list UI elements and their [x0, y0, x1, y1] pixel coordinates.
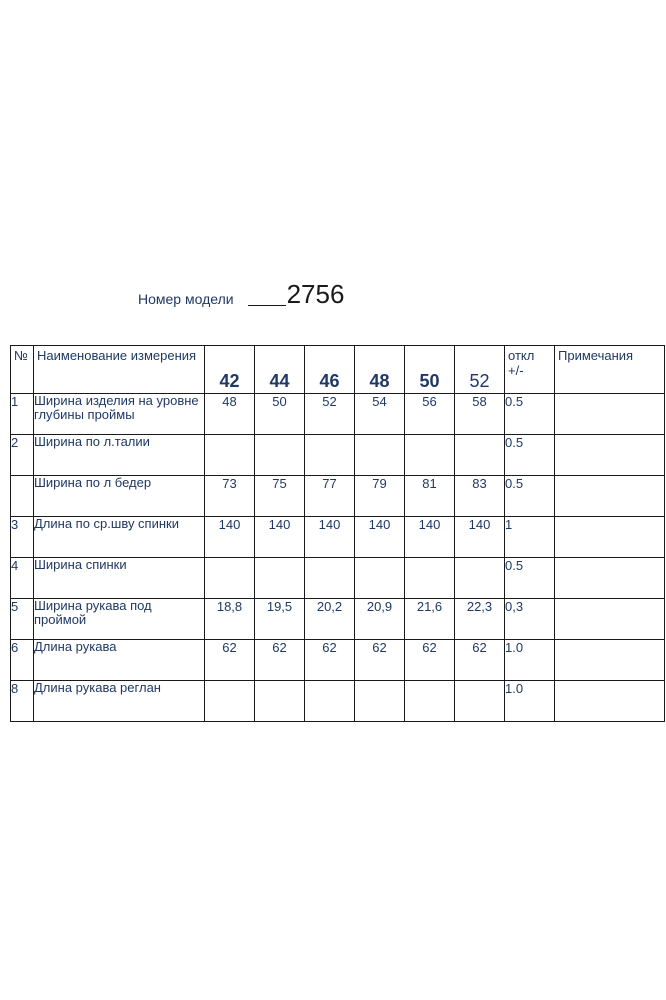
- measurement-name: Ширина по л бедер: [34, 476, 205, 517]
- table-row: [11, 476, 665, 517]
- row-number: [11, 476, 34, 517]
- measurement-value-size-48: [355, 435, 405, 476]
- measurement-name: Ширина изделия на уровне глубины проймы: [34, 394, 205, 435]
- measurement-value-size-50: 81: [405, 476, 455, 517]
- table-row: [11, 517, 665, 558]
- header-name: Наименование измерения: [34, 346, 205, 394]
- measurement-name: Ширина рукава под проймой: [34, 599, 205, 640]
- measurement-value-size-50: 21,6: [405, 599, 455, 640]
- measurement-value-size-42: 140: [205, 517, 255, 558]
- table-row: [11, 435, 665, 476]
- measurement-value-size-42: 62: [205, 640, 255, 681]
- model-number-label: Номер модели: [138, 291, 234, 307]
- tolerance-value: 0.5: [505, 558, 555, 599]
- measurement-value-size-42: [205, 558, 255, 599]
- model-number-underline: [248, 305, 286, 306]
- measurement-value-size-42: 73: [205, 476, 255, 517]
- note-cell: [555, 640, 665, 681]
- tolerance-value: 0,3: [505, 599, 555, 640]
- measurement-value-size-48: 62: [355, 640, 405, 681]
- row-number: 5: [11, 599, 34, 640]
- measurement-value-size-48: 140: [355, 517, 405, 558]
- measurement-value-size-44: [255, 681, 305, 722]
- header-size-50: 50: [405, 346, 455, 394]
- note-cell: [555, 394, 665, 435]
- measurement-value-size-44: 50: [255, 394, 305, 435]
- measurement-value-size-52: 83: [455, 476, 505, 517]
- table-row: [11, 599, 665, 640]
- measurement-value-size-52: 62: [455, 640, 505, 681]
- measurement-value-size-46: 20,2: [305, 599, 355, 640]
- model-number-value: 2756: [286, 279, 345, 309]
- measurement-value-size-46: 77: [305, 476, 355, 517]
- table-row: [11, 681, 665, 722]
- measurement-value-size-44: 140: [255, 517, 305, 558]
- header-size-44: 44: [255, 346, 305, 394]
- measurement-name: Длина рукава: [34, 640, 205, 681]
- tolerance-value: 0.5: [505, 394, 555, 435]
- row-number: 6: [11, 640, 34, 681]
- measurement-name: Длина по ср.шву спинки: [34, 517, 205, 558]
- header-no: №: [11, 346, 34, 394]
- measurement-value-size-42: [205, 435, 255, 476]
- tolerance-value: 1.0: [505, 681, 555, 722]
- note-cell: [555, 681, 665, 722]
- measurement-value-size-48: 20,9: [355, 599, 405, 640]
- measurement-name: Ширина спинки: [34, 558, 205, 599]
- header-size-46: 46: [305, 346, 355, 394]
- note-cell: [555, 599, 665, 640]
- row-number: 3: [11, 517, 34, 558]
- measurement-value-size-46: 62: [305, 640, 355, 681]
- header-notes: Примечания: [555, 346, 665, 394]
- measurement-value-size-48: [355, 558, 405, 599]
- header-size-48: 48: [355, 346, 405, 394]
- measurement-name: Ширина по л.талии: [34, 435, 205, 476]
- measurement-value-size-46: 140: [305, 517, 355, 558]
- measurement-value-size-50: [405, 435, 455, 476]
- measurement-value-size-42: 18,8: [205, 599, 255, 640]
- row-number: 4: [11, 558, 34, 599]
- measurement-value-size-52: [455, 558, 505, 599]
- size-chart-table: [10, 345, 665, 722]
- measurement-value-size-44: 62: [255, 640, 305, 681]
- measurement-value-size-50: 62: [405, 640, 455, 681]
- measurement-value-size-52: [455, 435, 505, 476]
- row-number: 8: [11, 681, 34, 722]
- table-header-row: [11, 346, 665, 394]
- measurement-value-size-44: 75: [255, 476, 305, 517]
- measurement-value-size-50: 140: [405, 517, 455, 558]
- measurement-value-size-48: 79: [355, 476, 405, 517]
- measurement-value-size-44: [255, 558, 305, 599]
- measurement-value-size-46: [305, 558, 355, 599]
- model-number-value-wrap: [248, 279, 345, 310]
- measurement-value-size-46: 52: [305, 394, 355, 435]
- measurement-value-size-44: 19,5: [255, 599, 305, 640]
- table-row: [11, 558, 665, 599]
- table-row: [11, 640, 665, 681]
- header-size-42: 42: [205, 346, 255, 394]
- note-cell: [555, 558, 665, 599]
- note-cell: [555, 517, 665, 558]
- header-size-52: 52: [455, 346, 505, 394]
- header-tolerance: откл +/-: [505, 346, 555, 394]
- model-number-line: [138, 280, 344, 310]
- note-cell: [555, 476, 665, 517]
- measurement-value-size-42: [205, 681, 255, 722]
- tolerance-value: 1.0: [505, 640, 555, 681]
- row-number: 1: [11, 394, 34, 435]
- measurement-value-size-50: [405, 681, 455, 722]
- measurement-value-size-52: [455, 681, 505, 722]
- measurement-value-size-46: [305, 435, 355, 476]
- measurement-value-size-46: [305, 681, 355, 722]
- measurement-value-size-42: 48: [205, 394, 255, 435]
- row-number: 2: [11, 435, 34, 476]
- tolerance-value: 1: [505, 517, 555, 558]
- measurement-value-size-48: 54: [355, 394, 405, 435]
- note-cell: [555, 435, 665, 476]
- measurement-name: Длина рукава реглан: [34, 681, 205, 722]
- measurement-value-size-50: [405, 558, 455, 599]
- size-chart-body: [11, 346, 665, 722]
- measurement-value-size-52: 22,3: [455, 599, 505, 640]
- measurement-value-size-44: [255, 435, 305, 476]
- table-row: [11, 394, 665, 435]
- measurement-value-size-50: 56: [405, 394, 455, 435]
- measurement-value-size-52: 58: [455, 394, 505, 435]
- measurement-value-size-48: [355, 681, 405, 722]
- tolerance-value: 0.5: [505, 435, 555, 476]
- tolerance-value: 0.5: [505, 476, 555, 517]
- measurement-value-size-52: 140: [455, 517, 505, 558]
